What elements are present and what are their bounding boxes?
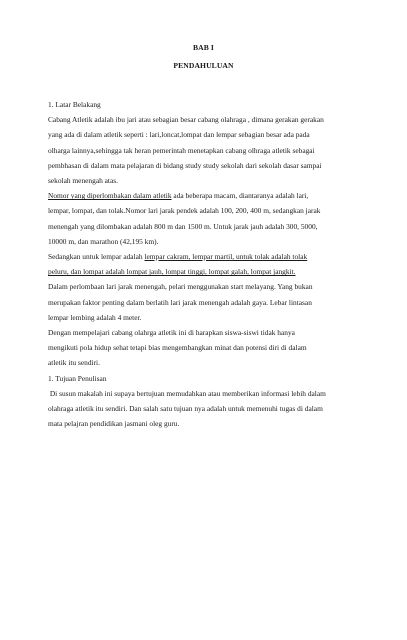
- section-label: Latar Belakang: [55, 100, 101, 109]
- chapter-title: PENDAHULUAN: [173, 61, 234, 70]
- body-line: olahraga atletik itu sendiri. Dan salah satu tujuan nya adalah untuk memenuhi tugas di dalam: [48, 404, 323, 414]
- body-line: mengikuti pola hidup sehat tetapi bias mengembangkan minat dan potensi diri di dalam: [48, 343, 307, 353]
- underlined-text: lempar cakram, lempar martil, untuk tolak adalah tolak: [144, 252, 308, 262]
- body-line: yang ada di dalam atletik seperti : lari,loncat,lompat dan lempar sebagian besar ada pada: [48, 130, 310, 140]
- section-number: 1.: [48, 100, 54, 109]
- body-line: menengah yang dilombakan adalah 800 m dan 1500 m. Untuk jarak jauh adalah 300, 5000,: [48, 221, 318, 231]
- section-label: Tujuan Penulisan: [55, 373, 107, 383]
- underlined-text: Nomor yang diperlombakan dalam atletik: [48, 191, 172, 201]
- body-line: [48, 264, 366, 279]
- section-heading-latar-belakang: [48, 97, 366, 112]
- body-line: olharga lainnya,sehingga tak heran pemerintah menetapkan cabang olhraga atletik sebagai: [48, 145, 315, 155]
- body-line: atletik itu sendiri.: [48, 358, 100, 368]
- body-line: Di susun makalah ini supaya bertujuan memudahkan atau memberikan informasi lebih dalam: [48, 388, 326, 398]
- body-line: Dengan mempelajari cabang olahrga atletik ini di harapkan siswa-siswi tidak hanya: [48, 328, 295, 338]
- chapter-number: BAB I: [193, 43, 214, 52]
- body-line: [48, 249, 366, 264]
- body-line: merupakan faktor penting dalam berlatih lari jarak menengah adalah gaya. Lebar lintasan: [48, 297, 312, 307]
- document-body: [48, 97, 366, 431]
- body-line: [48, 188, 366, 203]
- body-line: 10000 m, dan marathon (42,195 km).: [48, 236, 159, 246]
- body-line: lempar lembing adalah 4 meter.: [48, 312, 142, 322]
- body-line: pembhasan di dalam mata pelajaran di bidang study study sekolah dari sekolah dasar sampai: [48, 160, 322, 170]
- section-heading-tujuan-penulisan: [48, 371, 366, 386]
- body-line: Dalam perlombaan lari jarak menengah, pelari menggunakan start melayang. Yang bukan: [48, 282, 313, 292]
- body-text: ada beberapa macam, diantaranya adalah lari,: [171, 191, 309, 201]
- body-line: sekolah menengah atas.: [48, 176, 118, 186]
- body-text: Sedangkan untuk lempar adalah: [48, 252, 145, 262]
- section-number: 1.: [48, 373, 54, 383]
- body-line: mata pelajran pendidikan jasmani oleg guru.: [48, 419, 180, 429]
- underlined-text: peluru, dan lompat adalah lompat jauh, lompat tinggi, lompat galah, lompat jangkit.: [48, 267, 296, 277]
- body-line: Cabang Atletik adalah ibu jari atau sebagian besar cabang olahraga , dimana gerakan gerakan: [48, 115, 324, 125]
- body-line: lempar, lompat, dan tolak.Nomor lari jarak pendek adalah 100, 200, 400 m, sedangkan jarak: [48, 206, 321, 216]
